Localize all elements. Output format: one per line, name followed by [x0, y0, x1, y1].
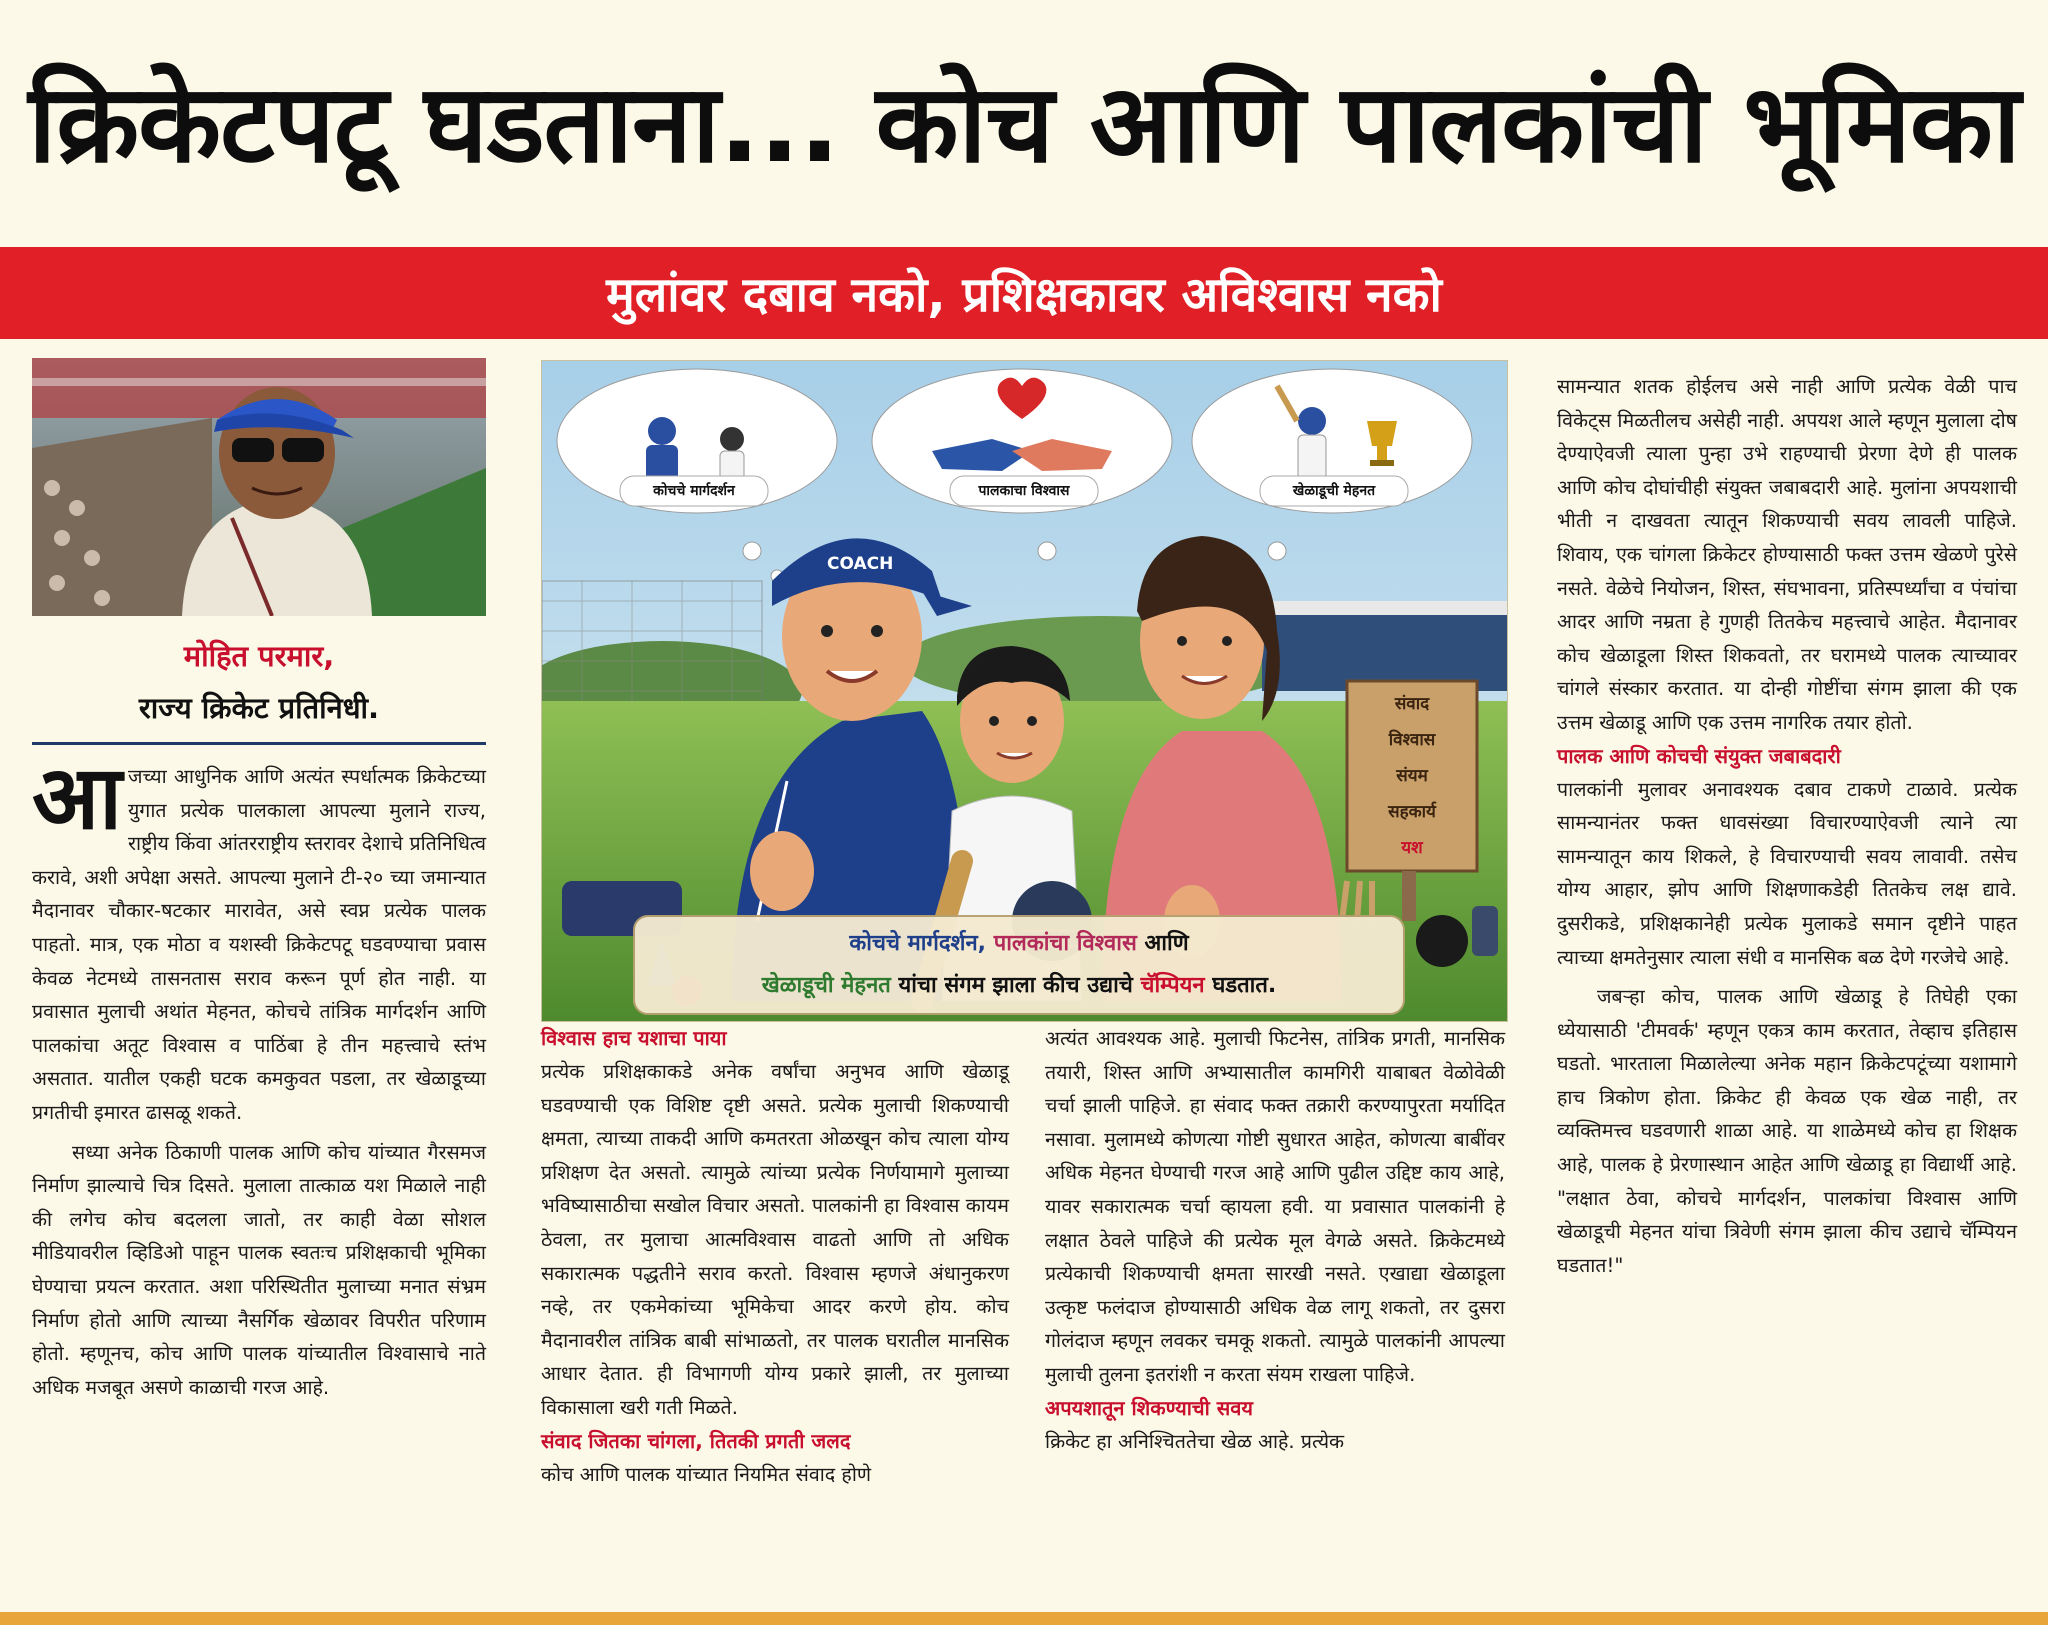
- dropcap: आ: [32, 746, 122, 849]
- col2-subhead-1: विश्वास हाच यशाचा पाया: [541, 1026, 727, 1050]
- col1-paragraph-2: सध्या अनेक ठिकाणी पालक आणि कोच यांच्यात गैरसमज निर्माण झाल्याचे चित्र दिसते. मुलाला तात्काळ यश मिळाले नाही की लगेच कोच बदलला जातो, तर काही वेळा सोशल मीडियावरील व्हिडिओ पाहून पालक स्वतःच प्रशिक्षकाची भूमिका घेण्याचा प्रयत्न करतात. अशा परिस्थितीत मुलाच्या मनात संभ्रम निर्माण होतो आणि त्याच्या नैसर्गिक खेळावर विपरीत परिणाम होतो. म्हणूनच, कोच आणि पालक यांच्यातील विश्वासाचे नाते अधिक मजबूत असणे काळाची गरज आहे.: [32, 1140, 486, 1399]
- col2-subhead-2: संवाद जितका चांगला, तितकी प्रगती जलद: [541, 1428, 851, 1453]
- signboard-item: संयम: [1396, 766, 1428, 786]
- bubble-label-coach: कोचचे मार्गदर्शन: [653, 483, 735, 499]
- caption-and: आणि: [1144, 931, 1189, 956]
- col4-paragraph-3: जबऱ्हा कोच, पालक आणि खेळाडू हे तिघेही एका ध्येयासाठी 'टीमवर्क' म्हणून एकत्र काम करतात, तेव्हाच इतिहास घडतो. भारताला मिळालेल्या अनेक महान क्रिकेटपटूंच्या यशामागे हाच त्रिकोण होता. क्रिकेट ही केवळ एक खेळ नाही, तर व्यक्तिमत्त्व घडवणारी शाळा आहे. या शाळेमध्ये कोच हा शिक्षक आहे, पालक हे प्रेरणास्थान आहेत आणि खेळाडू हा विद्यार्थी आहे. "लक्षात ठेवा, कोचचे मार्गदर्शन, पालकांचा विश्वास आणि खेळाडूची मेहनत यांचा त्रिवेणी संगम झाला कीच उद्याचे चॅम्पियन घडतात!": [1557, 985, 2017, 1277]
- headline: क्रिकेटपटू घडताना... कोच आणि पालकांची भूमिका: [28, 61, 2020, 187]
- signboard-text: [1347, 686, 1477, 866]
- caption-middle: यांचा संगम झाला कीच उद्याचे: [898, 973, 1133, 998]
- col3-subhead-1: अपयशातून शिकण्याची सवय: [1045, 1395, 1253, 1420]
- illustration: [541, 360, 1508, 1022]
- caption-coach: कोचचे मार्गदर्शन,: [849, 931, 987, 956]
- coach-cap-text: COACH: [827, 554, 894, 574]
- bubble-label-player: खेळाडूची मेहनत: [1292, 483, 1376, 499]
- author-name: मोहित परमार,: [183, 639, 335, 673]
- signboard-item: सहकार्य: [1388, 802, 1436, 822]
- caption-player: खेळाडूची मेहनत: [761, 973, 891, 998]
- bottom-border: [0, 1612, 2048, 1625]
- col3-paragraph-2: क्रिकेट हा अनिश्चिततेचा खेळ आहे. प्रत्येक: [1045, 1429, 1345, 1453]
- col3-paragraph-1: अत्यंत आवश्यक आहे. मुलाची फिटनेस, तांत्रिक प्रगती, मानसिक तयारी, शिस्त आणि अभ्यासातील कामगिरी याबाबत वेळोवेळी चर्चा झाली पाहिजे. हा संवाद फक्त तक्रारी करण्यापुरता मर्यादित नसावा. मुलामध्ये कोणत्या गोष्टी सुधारत आहेत, कोणत्या बाबींवर अधिक मेहनत घेण्याची गरज आहे आणि पुढील उद्दिष्ट काय आहे, यावर सकारात्मक चर्चा व्हायला हवी. या प्रवासात पालकांनी हे लक्षात ठेवले पाहिजे की प्रत्येक मूल वेगळे असते. क्रिकेटमध्ये प्रत्येकाची शिकण्याची क्षमता सारखी नसते. एखाद्या खेळाडूला उत्कृष्ट फलंदाज होण्यासाठी अधिक वेळ लागू शकतो, तर दुसरा गोलंदाज म्हणून लवकर चमकू शकतो. त्यामुळे पालकांनी आपल्या मुलाची तुलना इतरांशी न करता संयम राखला पाहिजे.: [1045, 1027, 1505, 1386]
- signboard-item: संवाद: [1394, 694, 1430, 714]
- col4-subhead-1: पालक आणि कोचची संयुक्त जबाबदारी: [1557, 743, 1841, 768]
- author-title: राज्य क्रिकेट प्रतिनिधी.: [138, 691, 380, 725]
- caption-champion: चॅम्पियन: [1140, 973, 1205, 998]
- caption-end: घडतात.: [1212, 973, 1277, 998]
- column-3: [1045, 1022, 1505, 1458]
- col4-paragraph-1: सामन्यात शतक होईलच असे नाही आणि प्रत्येक वेळी पाच विकेट्स मिळतीलच असेही नाही. अपयश आले म्हणून मुलाला दोष देण्याऐवजी त्याला पुन्हा उभे राहण्याची प्रेरणा देणे ही पालक आणि कोच दोघांचीही संयुक्त जबाबदारी आहे. मुलांना अपयशाची भीती न दाखवता त्यातून शिकण्याची सवय लावली पाहिजे. शिवाय, एक चांगला क्रिकेटर होण्यासाठी फक्त उत्तम खेळणे पुरेसे नसते. वेळेचे नियोजन, शिस्त, संघभावना, प्रतिस्पर्ध्यांचा व पंचांचा आदर आणि नम्रता हे गुणही तितकेच महत्त्वाचे आहेत. मैदानावर कोच खेळाडूला शिस्त शिकवतो, तर घरामध्ये पालक त्याच्यावर चांगले संस्कार करतात. या दोन्ही गोष्टींचा संगम झाला की एक उत्तम खेळाडू आणि एक उत्तम नागरिक तयार होतो.: [1557, 375, 2017, 734]
- column-4: [1557, 370, 2017, 1282]
- column-2: [541, 1022, 1009, 1491]
- signboard-item: यश: [1401, 838, 1423, 858]
- author-photo-image: [32, 358, 486, 616]
- author-photo: [32, 358, 486, 616]
- author-divider: [32, 742, 486, 745]
- bubble-label-parent: पालकाचा विश्वास: [978, 483, 1070, 499]
- col1-paragraph-1: जच्या आधुनिक आणि अत्यंत स्पर्धात्मक क्रिकेटच्या युगात प्रत्येक पालकाला आपल्या मुलाने राज्य, राष्ट्रीय किंवा आंतरराष्ट्रीय स्तरावर देशाचे प्रतिनिधित्व करावे, अशी अपेक्षा असते. आपल्या मुलाने टी-२० च्या जमान्यात मैदानावर चौकार-षटकार मारावेत, असे स्वप्न प्रत्येक पालक पाहतो. मात्र, एक मोठा व यशस्वी क्रिकेटपटू घडवण्याचा प्रवास केवळ नेटमध्ये तासनतास सराव करून पूर्ण होत नाही. या प्रवासात मुलाची अथांत मेहनत, कोचचे तांत्रिक मार्गदर्शन आणि पालकांचा अतूट विश्वास व पाठिंबा हे तीन महत्त्वाचे स्तंभ असतात. यातील एकही घटक कमकुवत पडला, तर खेळाडूच्या प्रगतीची इमारत ढासळू शकते.: [32, 765, 486, 1124]
- column-1: [32, 746, 486, 1404]
- signboard-item: विश्वास: [1388, 730, 1436, 750]
- subheadline-banner: [0, 247, 2048, 339]
- caption-parent: पालकांचा विश्वास: [993, 931, 1137, 956]
- col2-paragraph-1: प्रत्येक प्रशिक्षकाकडे अनेक वर्षांचा अनुभव आणि खेळाडू घडवण्याची एक विशिष्ट दृष्टी असते. प्रत्येक मुलाची शिकण्याची क्षमता, त्याच्या ताकदी आणि कमतरता ओळखून कोच त्याला योग्य प्रशिक्षण देत असतो. त्यामुळे त्यांच्या प्रत्येक निर्णयामागे मुलाच्या भविष्यासाठीचा सखोल विचार असतो. पालकांनी हा विश्वास कायम ठेवला, तर मुलाचा आत्मविश्वास वाढतो आणि तो अधिक सकारात्मक पद्धतीने सराव करतो. विश्वास म्हणजे अंधानुकरण नव्हे, तर एकमेकांच्या भूमिकेचा आदर करणे होय. कोच मैदानावरील तांत्रिक बाबी सांभाळतो, तर पालक घरातील मानसिक आधार देतात. ही विभागणी योग्य प्रकारे झाली, तर मुलाच्या विकासाला खरी गती मिळते.: [541, 1060, 1009, 1419]
- col2-paragraph-2: कोच आणि पालक यांच्यात नियमित संवाद होणे: [541, 1462, 872, 1486]
- subheadline: मुलांवर दबाव नको, प्रशिक्षकावर अविश्वास नको: [606, 266, 1442, 323]
- caption-text: [634, 923, 1404, 1007]
- col4-paragraph-2: पालकांनी मुलावर अनावश्यक दबाव टाकणे टाळावे. प्रत्येक सामन्यानंतर फक्त धावसंख्या विचारण्याऐवजी त्याने त्या सामन्यातून काय शिकले, हे विचारण्याची सवय लावावी. तसेच योग्य आहार, झोप आणि शिक्षणाकडेही तितकेच लक्ष द्यावे. दुसरीकडे, प्रशिक्षकानेही प्रत्येक मुलाकडे समान दृष्टीने पाहत त्याच्या क्षमतेनुसार त्याला संधी व मानसिक बळ देणे गरजेचे आहे.: [1557, 777, 2017, 969]
